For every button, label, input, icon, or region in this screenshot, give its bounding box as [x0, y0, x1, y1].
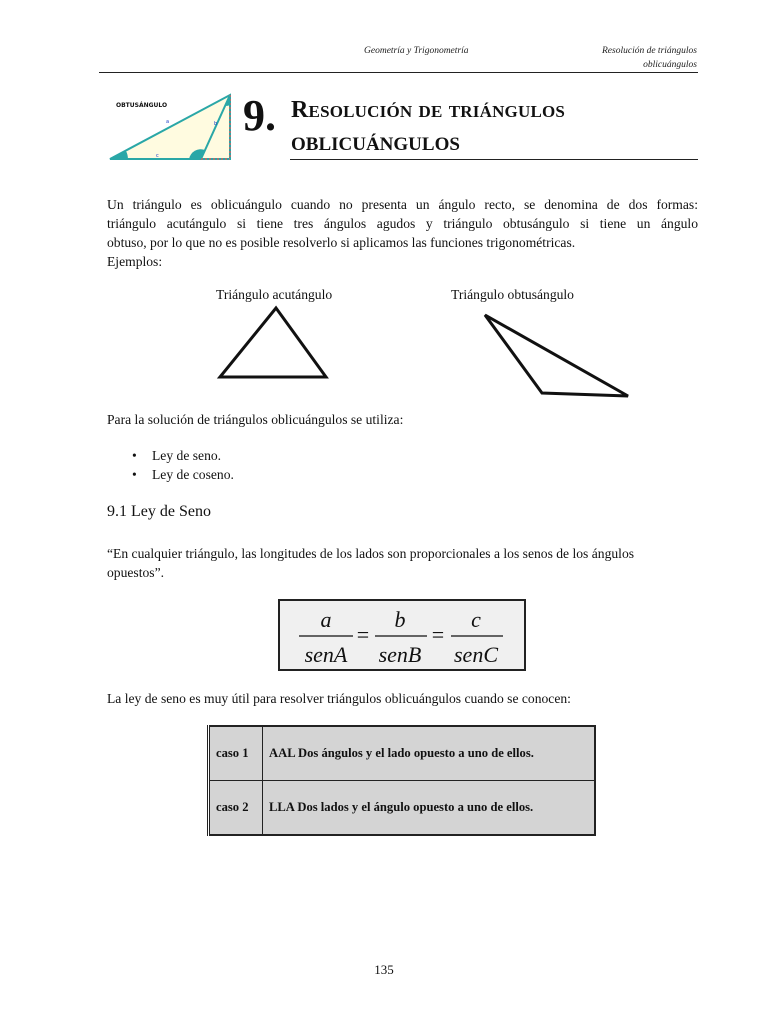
svg-text:b: b: [214, 121, 218, 127]
obtuse-triangle-label: Triángulo obtusángulo: [451, 287, 574, 302]
header-chapter-line1: Resolución de triángulos: [602, 46, 697, 56]
table-row: [209, 726, 596, 781]
quote-line-2: opuestos”.: [107, 565, 165, 580]
header-chapter-line2: oblicuángulos: [643, 60, 697, 70]
numerator-a: a: [320, 607, 332, 632]
case-description: LLA Dos lados y el ángulo opuesto a uno de ellos.: [263, 781, 596, 836]
chapter-number: 9.: [243, 91, 276, 140]
case-description: AAL Dos ángulos y el lado opuesto a uno de ellos.: [263, 726, 596, 781]
section-heading: 9.1 Ley de Seno: [107, 503, 211, 520]
header-subject: Geometría y Trigonometría: [364, 46, 469, 56]
case-label: caso 2: [209, 781, 263, 836]
denominator-senC: senC: [454, 642, 498, 667]
numerator-c: c: [471, 607, 481, 632]
obtuse-triangle-diagram: [478, 308, 638, 400]
intro-line-3: obtuso, por lo que no es posible resolverlo si aplicamos las funciones trigonométricas.: [107, 235, 576, 250]
chapter-title-line1: Resolución de triángulos: [291, 97, 566, 123]
solution-intro: Para la solución de triángulos oblicuángulos se utiliza:: [107, 412, 404, 427]
page-number: 135: [374, 962, 394, 977]
header-rule: [99, 72, 698, 73]
table-row: [209, 781, 596, 836]
intro-line-2: triángulo acutángulo si tiene tres ángulos agudos y triángulo obtusángulo si tiene un ángulo: [107, 216, 698, 231]
svg-text:a: a: [166, 119, 170, 125]
denominator-senB: senB: [378, 642, 422, 667]
case-label: caso 1: [209, 726, 263, 781]
list-item-label: Ley de coseno.: [152, 467, 234, 482]
equals-sign-2: =: [431, 622, 445, 647]
intro-line-1: Un triángulo es oblicuángulo cuando no presenta un ángulo recto, se denomina de dos formas:: [107, 197, 698, 212]
intro-paragraph: [107, 195, 698, 271]
cases-intro: La ley de seno es muy útil para resolver triángulos oblicuángulos cuando se conocen:: [107, 691, 571, 706]
acute-triangle-label: Triángulo acutángulo: [216, 287, 333, 302]
list-item-ley-de-coseno: [132, 465, 234, 484]
list-item-label: Ley de seno.: [152, 448, 222, 463]
formula-svg: [279, 600, 525, 670]
intro-line-4: Ejemplos:: [107, 254, 163, 269]
title-rule: [290, 159, 698, 160]
numerator-b: b: [394, 607, 406, 632]
denominator-senA: senA: [304, 642, 348, 667]
list-item-ley-de-seno: [132, 446, 222, 465]
illustration-label: OBTUSÁNGULO: [116, 102, 168, 109]
bullet: •: [132, 448, 137, 463]
obtuse-triangle-illustration: [106, 92, 236, 162]
bullet: •: [132, 467, 137, 482]
acute-triangle-diagram: [210, 300, 335, 382]
cases-table: [207, 725, 596, 836]
svg-text:c: c: [156, 153, 159, 159]
equals-sign-1: =: [356, 622, 370, 647]
chapter-title-line2: OBLICUÁNGULOS: [291, 134, 460, 155]
law-of-sines-formula: [278, 599, 526, 671]
quote-line-1: “En cualquier triángulo, las longitudes de los lados son proporcionales a los senos de los ángulos: [107, 546, 635, 561]
